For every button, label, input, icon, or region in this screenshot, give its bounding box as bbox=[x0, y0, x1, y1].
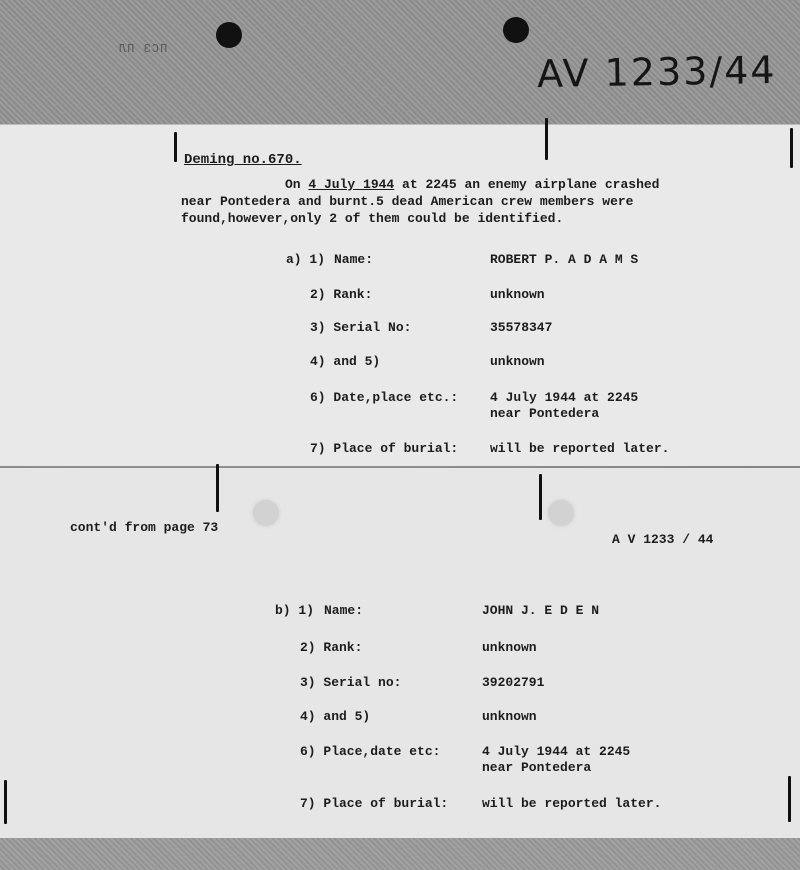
record-b-value: 39202791 bbox=[482, 675, 545, 690]
punch-hole-shadow-right bbox=[548, 500, 574, 526]
record-b-label: 2) Rank: bbox=[300, 640, 363, 655]
record-b-value: JOHN J. E D E N bbox=[482, 603, 600, 618]
document-title: Deming no.670. bbox=[184, 152, 302, 168]
record-a-label: Name: bbox=[334, 252, 374, 267]
bracket-mark bbox=[545, 118, 548, 160]
record-a-value: will be reported later. bbox=[490, 441, 670, 456]
record-a-value-line2: near Pontedera bbox=[490, 406, 600, 421]
record-b-value: will be reported later. bbox=[482, 796, 662, 811]
bracket-mark bbox=[790, 128, 793, 168]
record-a-value: unknown bbox=[490, 287, 545, 302]
scan-footer-strip bbox=[0, 838, 800, 870]
bracket-mark bbox=[539, 474, 542, 520]
punch-hole-shadow-left bbox=[253, 500, 279, 526]
intro-date: 4 July 1944 bbox=[308, 177, 395, 192]
record-a-label: 6) Date,place etc.: bbox=[310, 390, 459, 405]
record-b-prefix: b) 1) bbox=[275, 603, 315, 618]
continued-note: cont'd from page 73 bbox=[70, 520, 219, 535]
record-a-value: ROBERT P. A D A M S bbox=[490, 252, 639, 267]
faint-stamp: ПСЗ ПЛ bbox=[118, 42, 168, 56]
record-b-label: Name: bbox=[324, 603, 364, 618]
record-b-value: unknown bbox=[482, 640, 537, 655]
record-a-label: 2) Rank: bbox=[310, 287, 373, 302]
record-a-value: unknown bbox=[490, 354, 545, 369]
record-b-value: unknown bbox=[482, 709, 537, 724]
typed-reference: A V 1233 / 44 bbox=[612, 532, 714, 547]
bracket-mark bbox=[788, 776, 791, 822]
record-a-label: 7) Place of burial: bbox=[310, 441, 459, 456]
record-a-prefix: a) 1) bbox=[286, 252, 326, 267]
intro-line1-post: at 2245 an enemy airplane crashed bbox=[394, 177, 660, 192]
record-b-label: 4) and 5) bbox=[300, 709, 371, 724]
intro-paragraph bbox=[181, 176, 721, 227]
record-a-value: 4 July 1944 at 2245 bbox=[490, 390, 639, 405]
record-a-label: 4) and 5) bbox=[310, 354, 381, 369]
bracket-mark bbox=[174, 132, 177, 162]
punch-hole-left bbox=[216, 22, 242, 48]
record-b-value-line2: near Pontedera bbox=[482, 760, 592, 775]
record-b-value: 4 July 1944 at 2245 bbox=[482, 744, 631, 759]
bracket-mark bbox=[216, 464, 219, 512]
intro-line3: found,however,only 2 of them could be identified. bbox=[181, 211, 564, 226]
handwritten-reference: AV 1233/44 bbox=[536, 47, 777, 97]
intro-line2: near Pontedera and burnt.5 dead American crew members were bbox=[181, 194, 634, 209]
record-b-label: 6) Place,date etc: bbox=[300, 744, 441, 759]
bracket-mark bbox=[4, 780, 7, 824]
record-a-label: 3) Serial No: bbox=[310, 320, 412, 335]
intro-line1-pre: On bbox=[285, 177, 309, 192]
punch-hole-right bbox=[503, 17, 529, 43]
record-b-label: 3) Serial no: bbox=[300, 675, 402, 690]
record-b-label: 7) Place of burial: bbox=[300, 796, 449, 811]
record-a-value: 35578347 bbox=[490, 320, 553, 335]
